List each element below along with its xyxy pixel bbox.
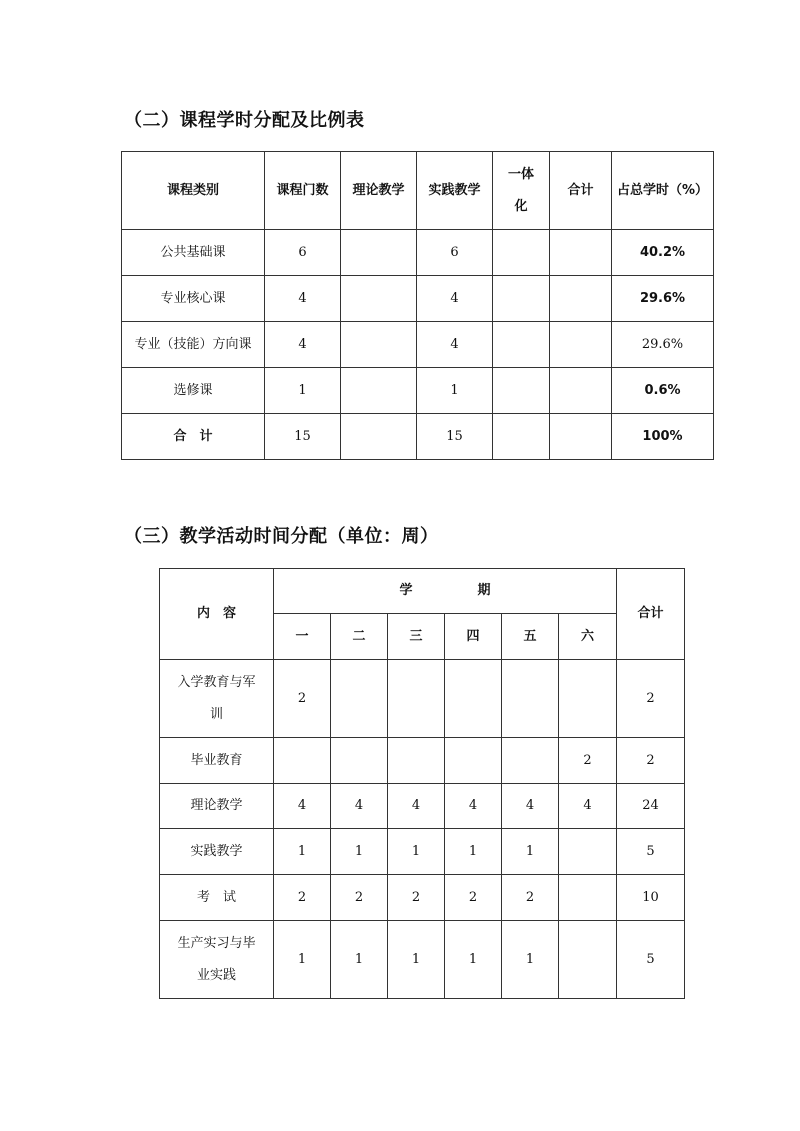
row-label: 考 试 — [160, 875, 274, 921]
cell: 1 — [274, 829, 331, 875]
cell: 4 — [274, 784, 331, 829]
row-label: 入学教育与军 训 — [160, 660, 274, 738]
cell — [550, 276, 612, 322]
row-label: 毕业教育 — [160, 738, 274, 784]
cell — [331, 660, 388, 738]
header-practice: 实践教学 — [417, 152, 493, 230]
cell: 4 — [417, 322, 493, 368]
cell — [493, 368, 550, 414]
cell: 1 — [388, 921, 445, 999]
row-label: 理论教学 — [160, 784, 274, 829]
cell — [341, 414, 417, 460]
table-row — [160, 738, 685, 784]
header-content: 内 容 — [160, 569, 274, 660]
cell: 1 — [331, 829, 388, 875]
cell: 10 — [617, 875, 685, 921]
table-row — [122, 276, 714, 322]
row-label: 实践教学 — [160, 829, 274, 875]
cell — [559, 875, 617, 921]
cell: 4 — [502, 784, 559, 829]
header-course-category: 课程类别 — [122, 152, 265, 230]
cell: 4 — [445, 784, 502, 829]
semester-6: 六 — [559, 614, 617, 660]
cell: 4 — [331, 784, 388, 829]
cell — [493, 414, 550, 460]
cell: 15 — [417, 414, 493, 460]
course-hours-table — [121, 151, 714, 460]
cell: 1 — [502, 829, 559, 875]
cell: 2 — [559, 738, 617, 784]
cell — [388, 660, 445, 738]
cell: 1 — [445, 829, 502, 875]
cell — [550, 414, 612, 460]
cell: 专业核心课 — [122, 276, 265, 322]
cell — [502, 738, 559, 784]
header-total: 合计 — [617, 569, 685, 660]
cell: 4 — [265, 276, 341, 322]
total-label: 合 计 — [122, 414, 265, 460]
table-header-row — [122, 152, 714, 230]
header-semester: 学 期 — [274, 569, 617, 614]
header-integrated: 一体 化 — [493, 152, 550, 230]
cell: 5 — [617, 921, 685, 999]
semester-3: 三 — [388, 614, 445, 660]
cell: 15 — [265, 414, 341, 460]
cell: 2 — [274, 875, 331, 921]
cell — [559, 829, 617, 875]
cell: 4 — [559, 784, 617, 829]
cell: 公共基础课 — [122, 230, 265, 276]
table-header-row — [160, 569, 685, 614]
section-2-title: （二）课程学时分配及比例表 — [124, 110, 365, 131]
header-percent: 占总学时（%） — [612, 152, 714, 230]
table-row — [160, 875, 685, 921]
cell: 5 — [617, 829, 685, 875]
header-theory: 理论教学 — [341, 152, 417, 230]
cell — [445, 738, 502, 784]
table-row — [122, 368, 714, 414]
cell: 专业（技能）方向课 — [122, 322, 265, 368]
cell — [341, 368, 417, 414]
cell: 1 — [445, 921, 502, 999]
table-row — [122, 230, 714, 276]
cell — [341, 230, 417, 276]
cell — [493, 230, 550, 276]
cell: 4 — [265, 322, 341, 368]
cell: 2 — [445, 875, 502, 921]
cell — [502, 660, 559, 738]
cell: 1 — [502, 921, 559, 999]
cell — [341, 276, 417, 322]
cell — [445, 660, 502, 738]
cell — [559, 921, 617, 999]
row-label: 生产实习与毕 业实践 — [160, 921, 274, 999]
cell: 2 — [617, 738, 685, 784]
cell: 2 — [274, 660, 331, 738]
table-row — [160, 784, 685, 829]
teaching-activity-table — [159, 568, 685, 999]
cell: 1 — [274, 921, 331, 999]
cell: 2 — [617, 660, 685, 738]
cell: 4 — [388, 784, 445, 829]
section-3-title: （三）教学活动时间分配（单位：周） — [124, 526, 439, 547]
cell: 0.6% — [612, 368, 714, 414]
cell: 2 — [502, 875, 559, 921]
cell: 6 — [265, 230, 341, 276]
table-total-row — [122, 414, 714, 460]
cell — [274, 738, 331, 784]
cell: 1 — [331, 921, 388, 999]
semester-4: 四 — [445, 614, 502, 660]
cell: 1 — [265, 368, 341, 414]
table-row — [160, 660, 685, 738]
table-row — [160, 829, 685, 875]
cell — [559, 660, 617, 738]
cell: 1 — [417, 368, 493, 414]
table-row — [122, 322, 714, 368]
cell — [493, 322, 550, 368]
semester-2: 二 — [331, 614, 388, 660]
table-row — [160, 921, 685, 999]
cell: 24 — [617, 784, 685, 829]
cell — [493, 276, 550, 322]
cell — [550, 230, 612, 276]
cell: 4 — [417, 276, 493, 322]
header-total: 合计 — [550, 152, 612, 230]
cell — [341, 322, 417, 368]
cell — [550, 368, 612, 414]
semester-1: 一 — [274, 614, 331, 660]
cell: 2 — [331, 875, 388, 921]
cell: 40.2% — [612, 230, 714, 276]
cell: 2 — [388, 875, 445, 921]
header-course-count: 课程门数 — [265, 152, 341, 230]
cell: 29.6% — [612, 322, 714, 368]
cell: 选修课 — [122, 368, 265, 414]
cell — [550, 322, 612, 368]
cell: 29.6% — [612, 276, 714, 322]
cell — [388, 738, 445, 784]
semester-5: 五 — [502, 614, 559, 660]
cell: 1 — [388, 829, 445, 875]
cell: 6 — [417, 230, 493, 276]
cell: 100% — [612, 414, 714, 460]
cell — [331, 738, 388, 784]
